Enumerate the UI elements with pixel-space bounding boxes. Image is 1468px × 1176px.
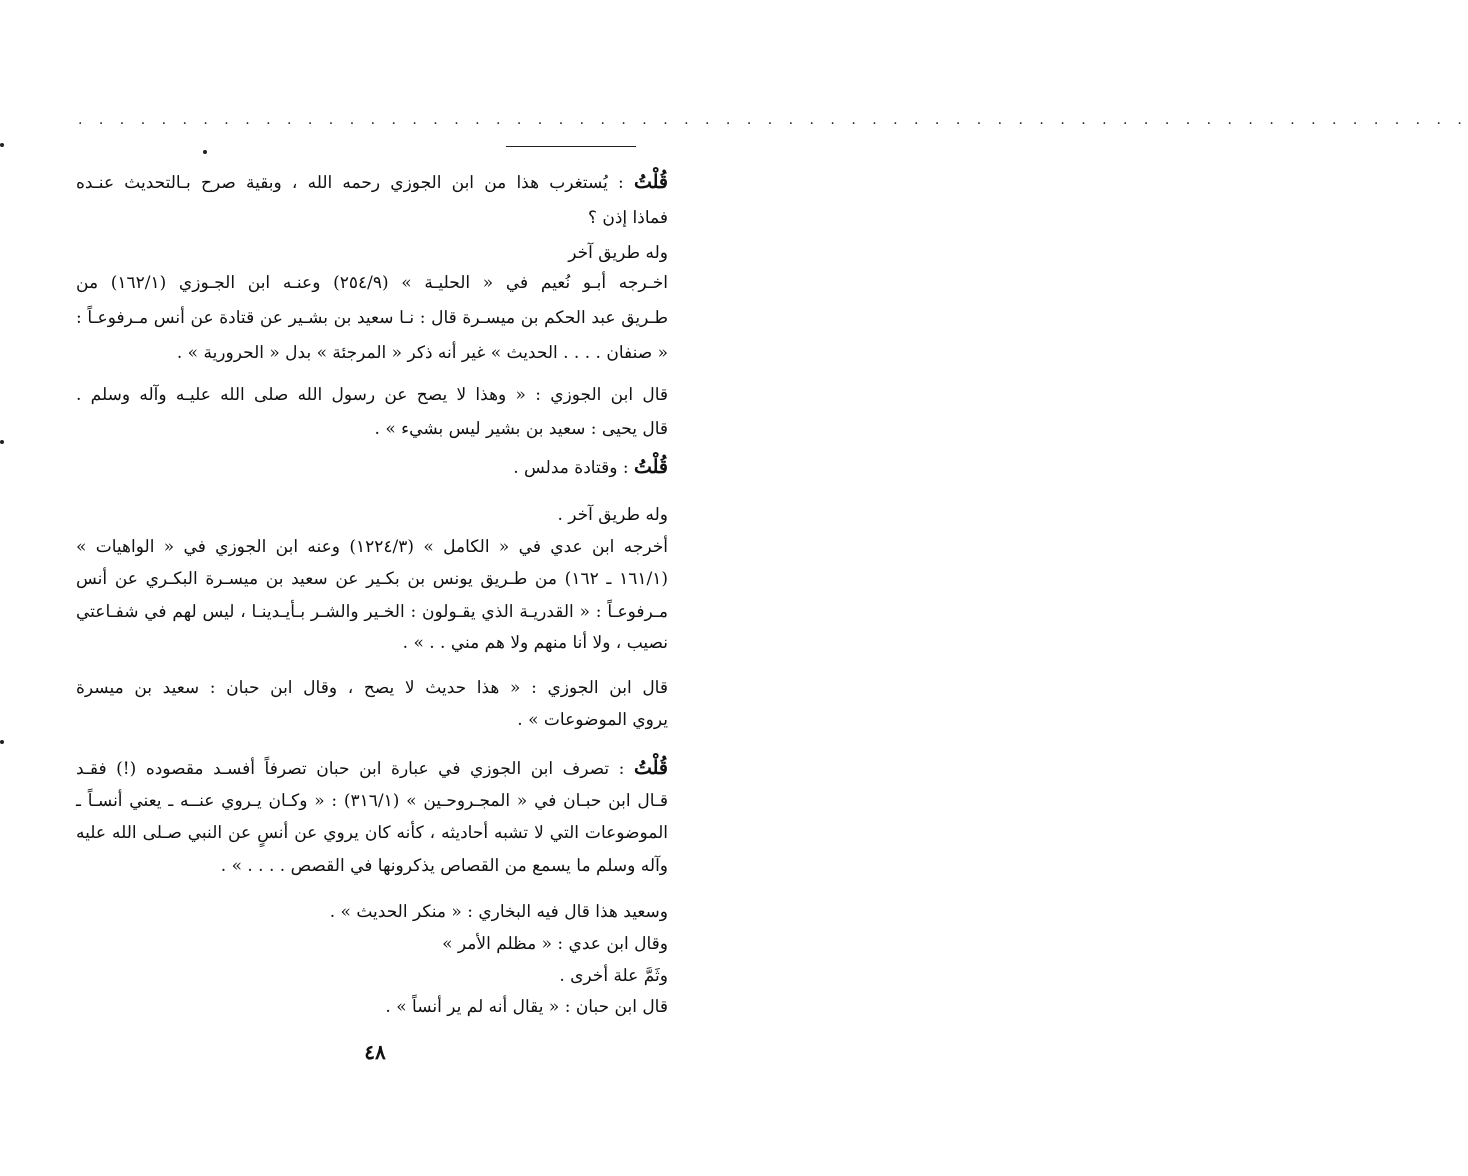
margin-mark	[0, 440, 4, 444]
text-line: (١٦١/١ ـ ١٦٢) من طـريق يونس بن بكـير عن سعيد بن ميسـرة البكـري عن أنس	[76, 569, 669, 589]
text-line: فماذا إذن ؟	[587, 208, 668, 228]
text-line: وسعيد هذا قال فيه البخاري : « منكر الحديث » .	[329, 902, 668, 922]
text-line: اخـرجه أبـو نُعيم في « الحليـة » (٢٥٤/٩) وعنـه ابن الجـوزي (١٦٢/١) من	[76, 273, 668, 293]
text-line: وقال ابن عدي : « مظلم الأمر »	[442, 934, 668, 954]
text-line: قُلْتُ : وقتادة مدلس .	[513, 456, 668, 478]
text-line: وله طريق آخر	[568, 243, 668, 263]
qultu-heading: قُلْتُ	[633, 757, 668, 779]
text-line: الموضوعات التي لا تشبه أحاديثه ، كأنه كان يروي عن أنسٍ عن النبي صـلى الله عليه	[76, 823, 668, 843]
text-line: يروي الموضوعات » .	[517, 710, 668, 730]
text-line: « صنفان . . . . الحديث » غير أنه ذكر « المرجئة » بدل « الحرورية » .	[176, 343, 668, 363]
page-number: ٤٨	[364, 1040, 386, 1064]
text-line: قُلْتُ : يُستغرب هذا من ابن الجوزي رحمه الله ، وبقية صرح بـالتحديث عنـده	[76, 171, 668, 193]
text-line: مـرفوعـاً : « القدريـة الذي يقـولون : الخـير والشـر بـأيـدينـا ، ليس لهم في شفـاعتي	[76, 602, 668, 622]
text-line: أخرجه ابن عدي في « الكامل » (١٢٢٤/٣) وعنه ابن الجوزي في « الواهيات »	[76, 537, 668, 557]
footnote-rule	[506, 146, 636, 147]
text-line: قـال ابن حبـان في « المجـروحـين » (٣١٦/١) : « وكـان يـروي عنــه ـ يعني أنسـاً ـ	[76, 791, 668, 811]
qultu-heading: قُلْتُ	[633, 456, 668, 478]
separator-dots: . . . . . . . . . . . . . . . . . . . . . . . . . . . . . . . . . . . . . . . . . . . . . . . . . . . . . . . . . . . . . . . . . . .	[78, 112, 1468, 128]
text-line: قال يحيى : سعيد بن بشير ليس بشيء » .	[374, 419, 668, 439]
text-line: قال ابن الجوزي : « هذا حديث لا يصح ، وقال ابن حبان : سعيد بن ميسرة	[76, 678, 668, 698]
text-line: وثَمَّ علة أخرى .	[559, 966, 668, 986]
qultu-heading: قُلْتُ	[633, 171, 668, 193]
text-line: قُلْتُ : تصرف ابن الجوزي في عبارة ابن حبان تصرفاً أفسـد مقصوده (!) فقـد	[76, 757, 668, 779]
text-line: قال ابن الجوزي : « وهذا لا يصح عن رسول الله صلى الله عليـه وآله وسلم .	[76, 385, 668, 405]
text-line: نصيب ، ولا أنا منهم ولا هم مني . . » .	[402, 633, 668, 653]
margin-mark	[0, 740, 4, 744]
margin-mark	[203, 150, 207, 154]
text-line: وآله وسلم ما يسمع من القصاص يذكرونها في القصص . . . . » .	[220, 856, 668, 876]
margin-mark	[0, 143, 4, 147]
text-line: وله طريق آخر .	[557, 505, 668, 525]
text-line: قال ابن حبان : « يقال أنه لم ير أنساً » .	[385, 997, 668, 1017]
text-line: طـريق عبد الحكم بن ميسـرة قال : نـا سعيد بن بشـير عن قتادة عن أنس مـرفوعـاً :	[76, 308, 668, 328]
